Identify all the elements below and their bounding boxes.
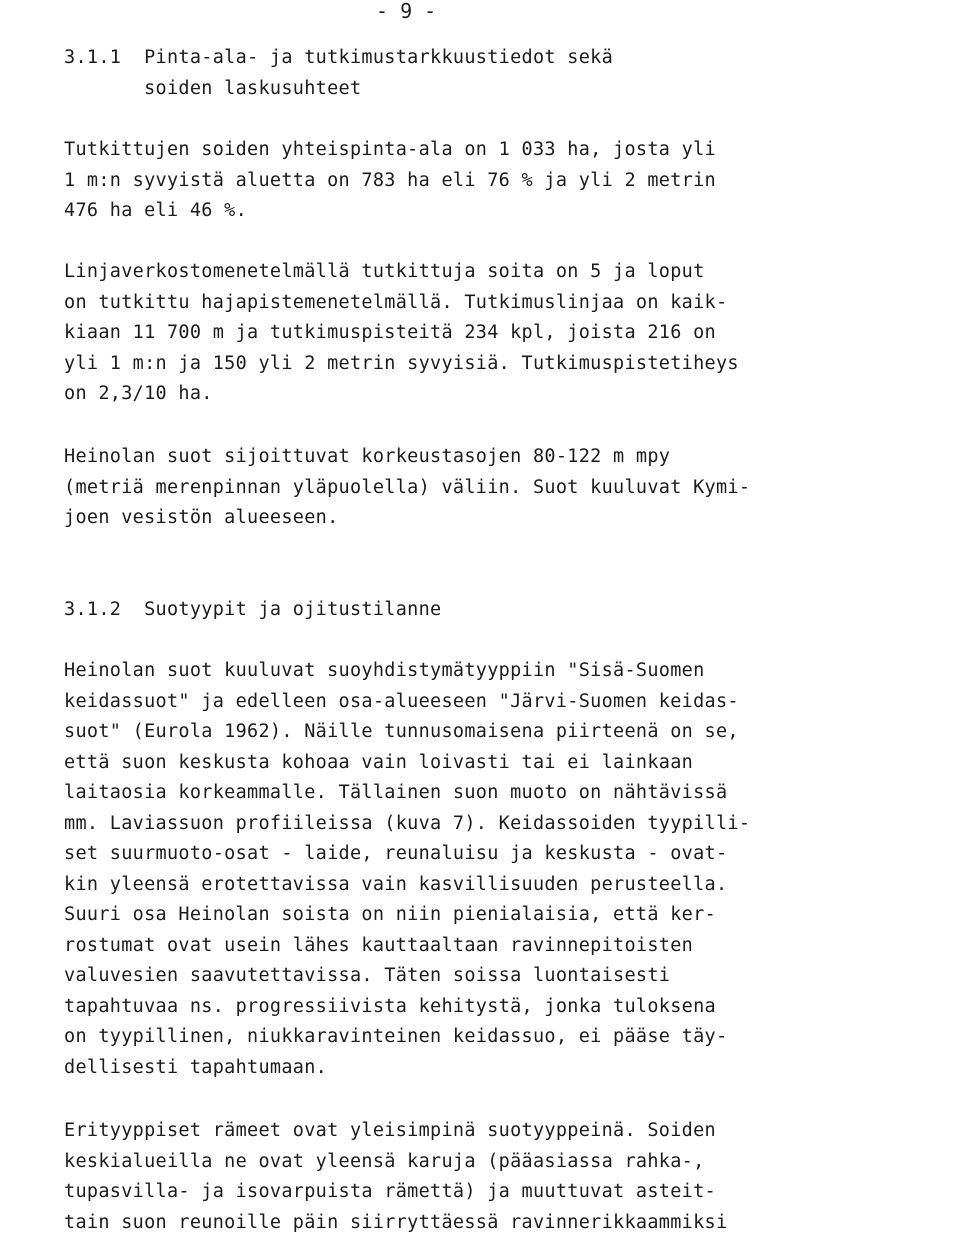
- text-line: valuvesien saavutettavissa. Täten soissa luontaisesti: [64, 961, 944, 992]
- text-line: Erityyppiset rämeet ovat yleisimpinä suotyyppeinä. Soiden: [64, 1116, 944, 1147]
- text-line: että suon keskusta kohoaa vain loivasti tai ei lainkaan: [64, 748, 944, 779]
- text-line: keskialueilla ne ovat yleensä karuja (pääasiassa rahka-,: [64, 1147, 944, 1178]
- paragraph-survey-methods: [64, 257, 944, 410]
- text-line: keidassuot" ja edelleen osa-alueeseen "Järvi-Suomen keidas-: [64, 687, 944, 718]
- text-line: rostumat ovat usein lähes kauttaaltaan ravinnepitoisten: [64, 931, 944, 962]
- paragraph-elevation: [64, 442, 944, 534]
- text-line: laitaosia korkeammalle. Tällainen suon muoto on nähtävissä: [64, 778, 944, 809]
- text-line: on 2,3/10 ha.: [64, 379, 944, 410]
- section-heading-3-1-1: [64, 43, 944, 104]
- text-line: kin yleensä erotettavissa vain kasvillisuuden perusteella.: [64, 870, 944, 901]
- text-line: yli 1 m:n ja 150 yli 2 metrin syvyisiä. Tutkimuspistetiheys: [64, 349, 944, 380]
- text-line: suot" (Eurola 1962). Näille tunnusomaisena piirteenä on se,: [64, 717, 944, 748]
- text-line: 1 m:n syvyistä aluetta on 783 ha eli 76 % ja yli 2 metrin: [64, 166, 944, 197]
- text-line: on tyypillinen, niukkaravinteinen keidassuo, ei pääse täy-: [64, 1022, 944, 1053]
- text-line: Suuri osa Heinolan soista on niin pienialaisia, että ker-: [64, 900, 944, 931]
- text-line: Linjaverkostomenetelmällä tutkittuja soita on 5 ja loput: [64, 257, 944, 288]
- text-line: dellisesti tapahtumaan.: [64, 1053, 944, 1084]
- heading-line: 3.1.1 Pinta-ala- ja tutkimustarkkuustiedot sekä: [64, 43, 944, 74]
- paragraph-mire-types: [64, 656, 944, 1083]
- heading-line: soiden laskusuhteet: [64, 74, 944, 105]
- text-line: on tutkittu hajapistemenetelmällä. Tutkimuslinjaa on kaik-: [64, 288, 944, 319]
- page-number: - 9 -: [376, 0, 436, 27]
- paragraph-pine-bogs: [64, 1116, 944, 1238]
- text-line: joen vesistön alueeseen.: [64, 503, 944, 534]
- text-line: tapahtuvaa ns. progressiivista kehitystä, jonka tuloksena: [64, 992, 944, 1023]
- text-line: (metriä merenpinnan yläpuolella) väliin. Suot kuuluvat Kymi-: [64, 473, 944, 504]
- text-line: 476 ha eli 46 %.: [64, 196, 944, 227]
- text-line: set suurmuoto-osat - laide, reunaluisu ja keskusta - ovat-: [64, 839, 944, 870]
- text-line: Tutkittujen soiden yhteispinta-ala on 1 033 ha, josta yli: [64, 135, 944, 166]
- text-line: kiaan 11 700 m ja tutkimuspisteitä 234 kpl, joista 216 on: [64, 318, 944, 349]
- heading-line: 3.1.2 Suotyypit ja ojitustilanne: [64, 595, 944, 626]
- text-line: Heinolan suot sijoittuvat korkeustasojen 80-122 m mpy: [64, 442, 944, 473]
- paragraph-area-stats: [64, 135, 944, 227]
- text-line: Heinolan suot kuuluvat suoyhdistymätyyppiin "Sisä-Suomen: [64, 656, 944, 687]
- text-line: tain suon reunoille päin siirryttäessä ravinnerikkaammiksi: [64, 1208, 944, 1238]
- text-line: tupasvilla- ja isovarpuista rämettä) ja muuttuvat asteit-: [64, 1177, 944, 1208]
- text-line: mm. Laviassuon profiileissa (kuva 7). Keidassoiden tyypilli-: [64, 809, 944, 840]
- section-heading-3-1-2: [64, 595, 944, 626]
